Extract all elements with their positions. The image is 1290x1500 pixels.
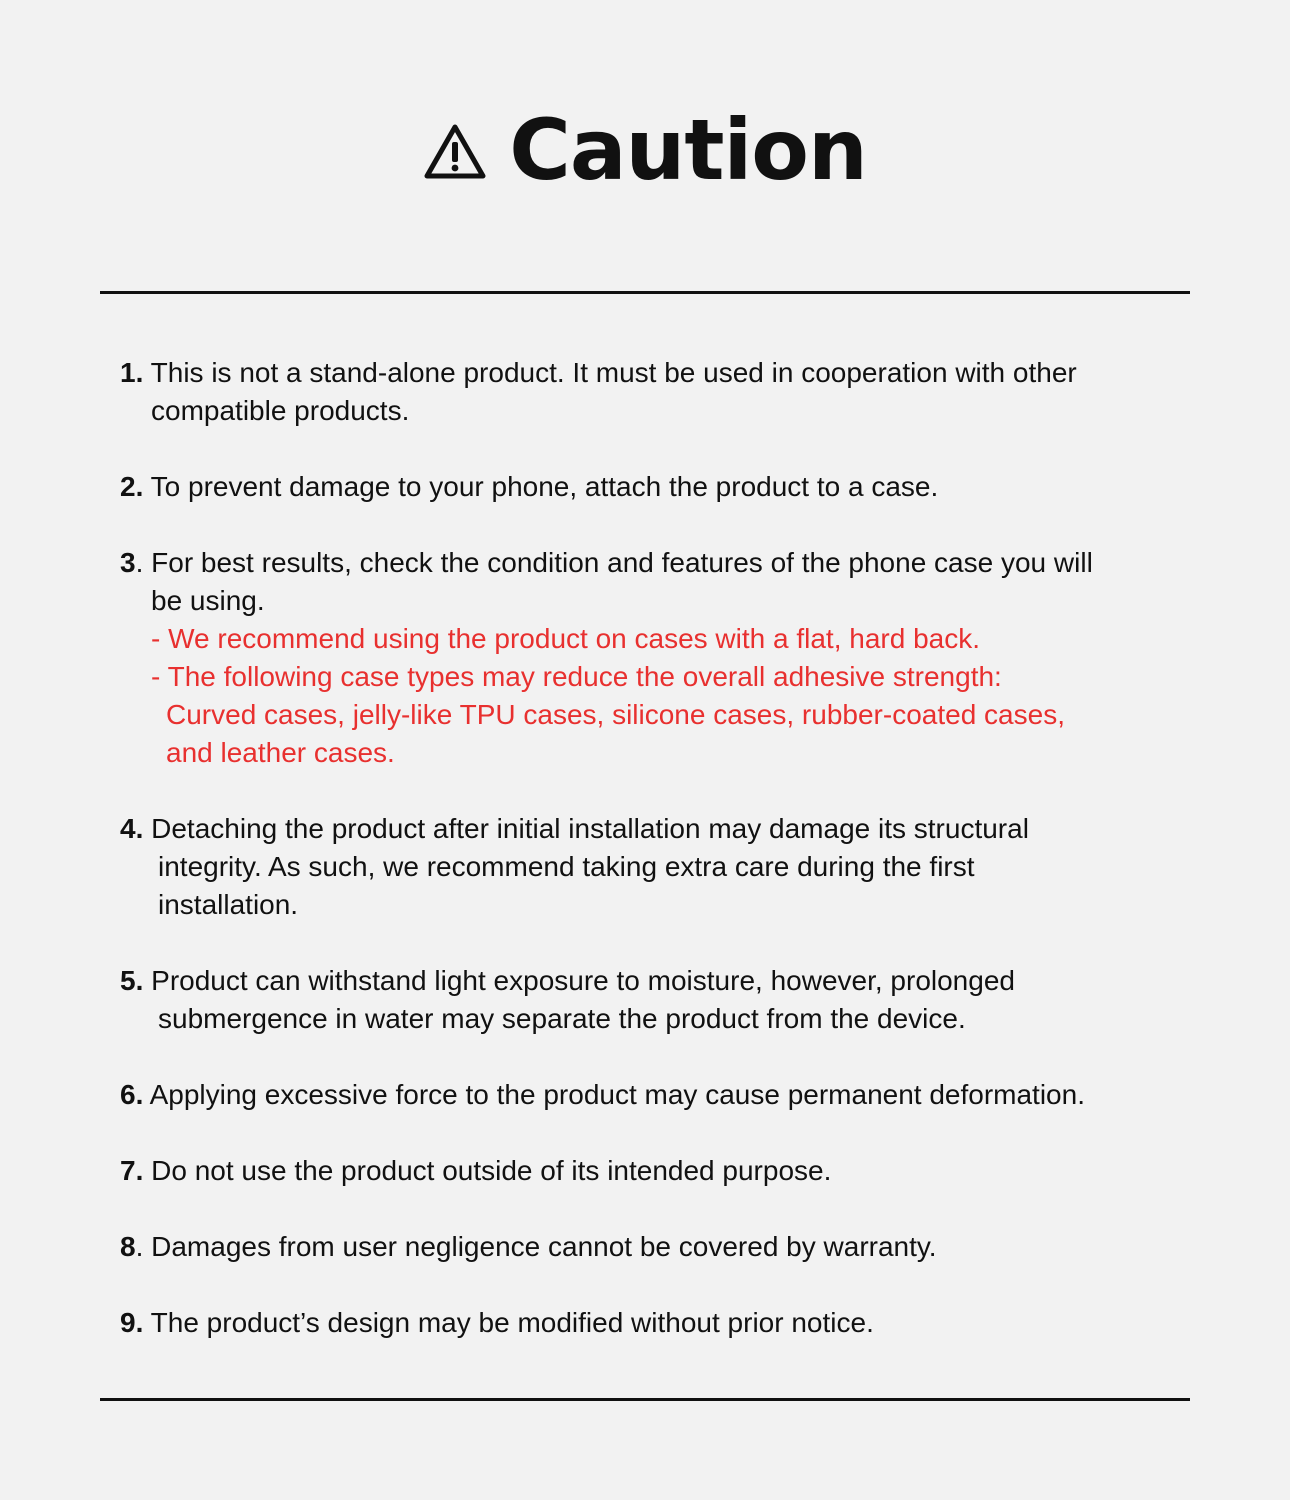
warning-triangle-icon [423, 123, 487, 181]
item-text: be using. [151, 585, 265, 616]
item-text: Product can withstand light exposure to moisture, however, prolonged [151, 965, 1015, 996]
item-number: 2. [120, 471, 144, 502]
item-number: 1. [120, 357, 144, 388]
item-text: Detaching the product after initial installation may damage its structural [151, 813, 1029, 844]
item-number: 4. [120, 813, 144, 844]
item-text: . For best results, check the condition and features of the phone case you will [135, 547, 1093, 578]
item-text: Do not use the product outside of its intended purpose. [151, 1155, 832, 1186]
caution-item-8 [120, 1228, 937, 1266]
item-number: 7. [120, 1155, 144, 1186]
item-text: To prevent damage to your phone, attach the product to a case. [150, 471, 939, 502]
page-title: Caution [509, 101, 867, 199]
caution-item-4 [120, 810, 1029, 924]
item-text: The product’s design may be modified without prior notice. [150, 1307, 874, 1338]
item-number: 6. [120, 1079, 144, 1110]
item-text: installation. [158, 889, 299, 920]
recommendation-note: - We recommend using the product on cases with a flat, hard back. [151, 623, 981, 654]
case-types-note-cont: and leather cases. [166, 737, 395, 768]
caution-item-1 [120, 354, 1077, 430]
top-divider [100, 291, 1190, 294]
item-text: Applying excessive force to the product may cause permanent deformation. [149, 1079, 1085, 1110]
item-text: compatible products. [151, 395, 410, 426]
caution-item-3 [120, 544, 1093, 772]
case-types-note: - The following case types may reduce the overall adhesive strength: [151, 661, 1002, 692]
caution-item-5 [120, 962, 1015, 1038]
caution-item-6 [120, 1076, 1085, 1114]
caution-item-7 [120, 1152, 831, 1190]
caution-item-2 [120, 468, 938, 506]
item-text: integrity. As such, we recommend taking extra care during the first [158, 851, 975, 882]
item-text: . Damages from user negligence cannot be covered by warranty. [135, 1231, 937, 1262]
item-number: 3 [120, 547, 136, 578]
caution-header [0, 100, 1290, 200]
item-number: 5. [120, 965, 144, 996]
item-text: This is not a stand-alone product. It must be used in cooperation with other [150, 357, 1077, 388]
item-number: 9. [120, 1307, 144, 1338]
case-types-note-cont: Curved cases, jelly-like TPU cases, silicone cases, rubber-coated cases, [166, 699, 1065, 730]
bottom-divider [100, 1398, 1190, 1401]
item-number: 8 [120, 1231, 136, 1262]
caution-item-9 [120, 1304, 874, 1342]
item-text: submergence in water may separate the product from the device. [158, 1003, 966, 1034]
